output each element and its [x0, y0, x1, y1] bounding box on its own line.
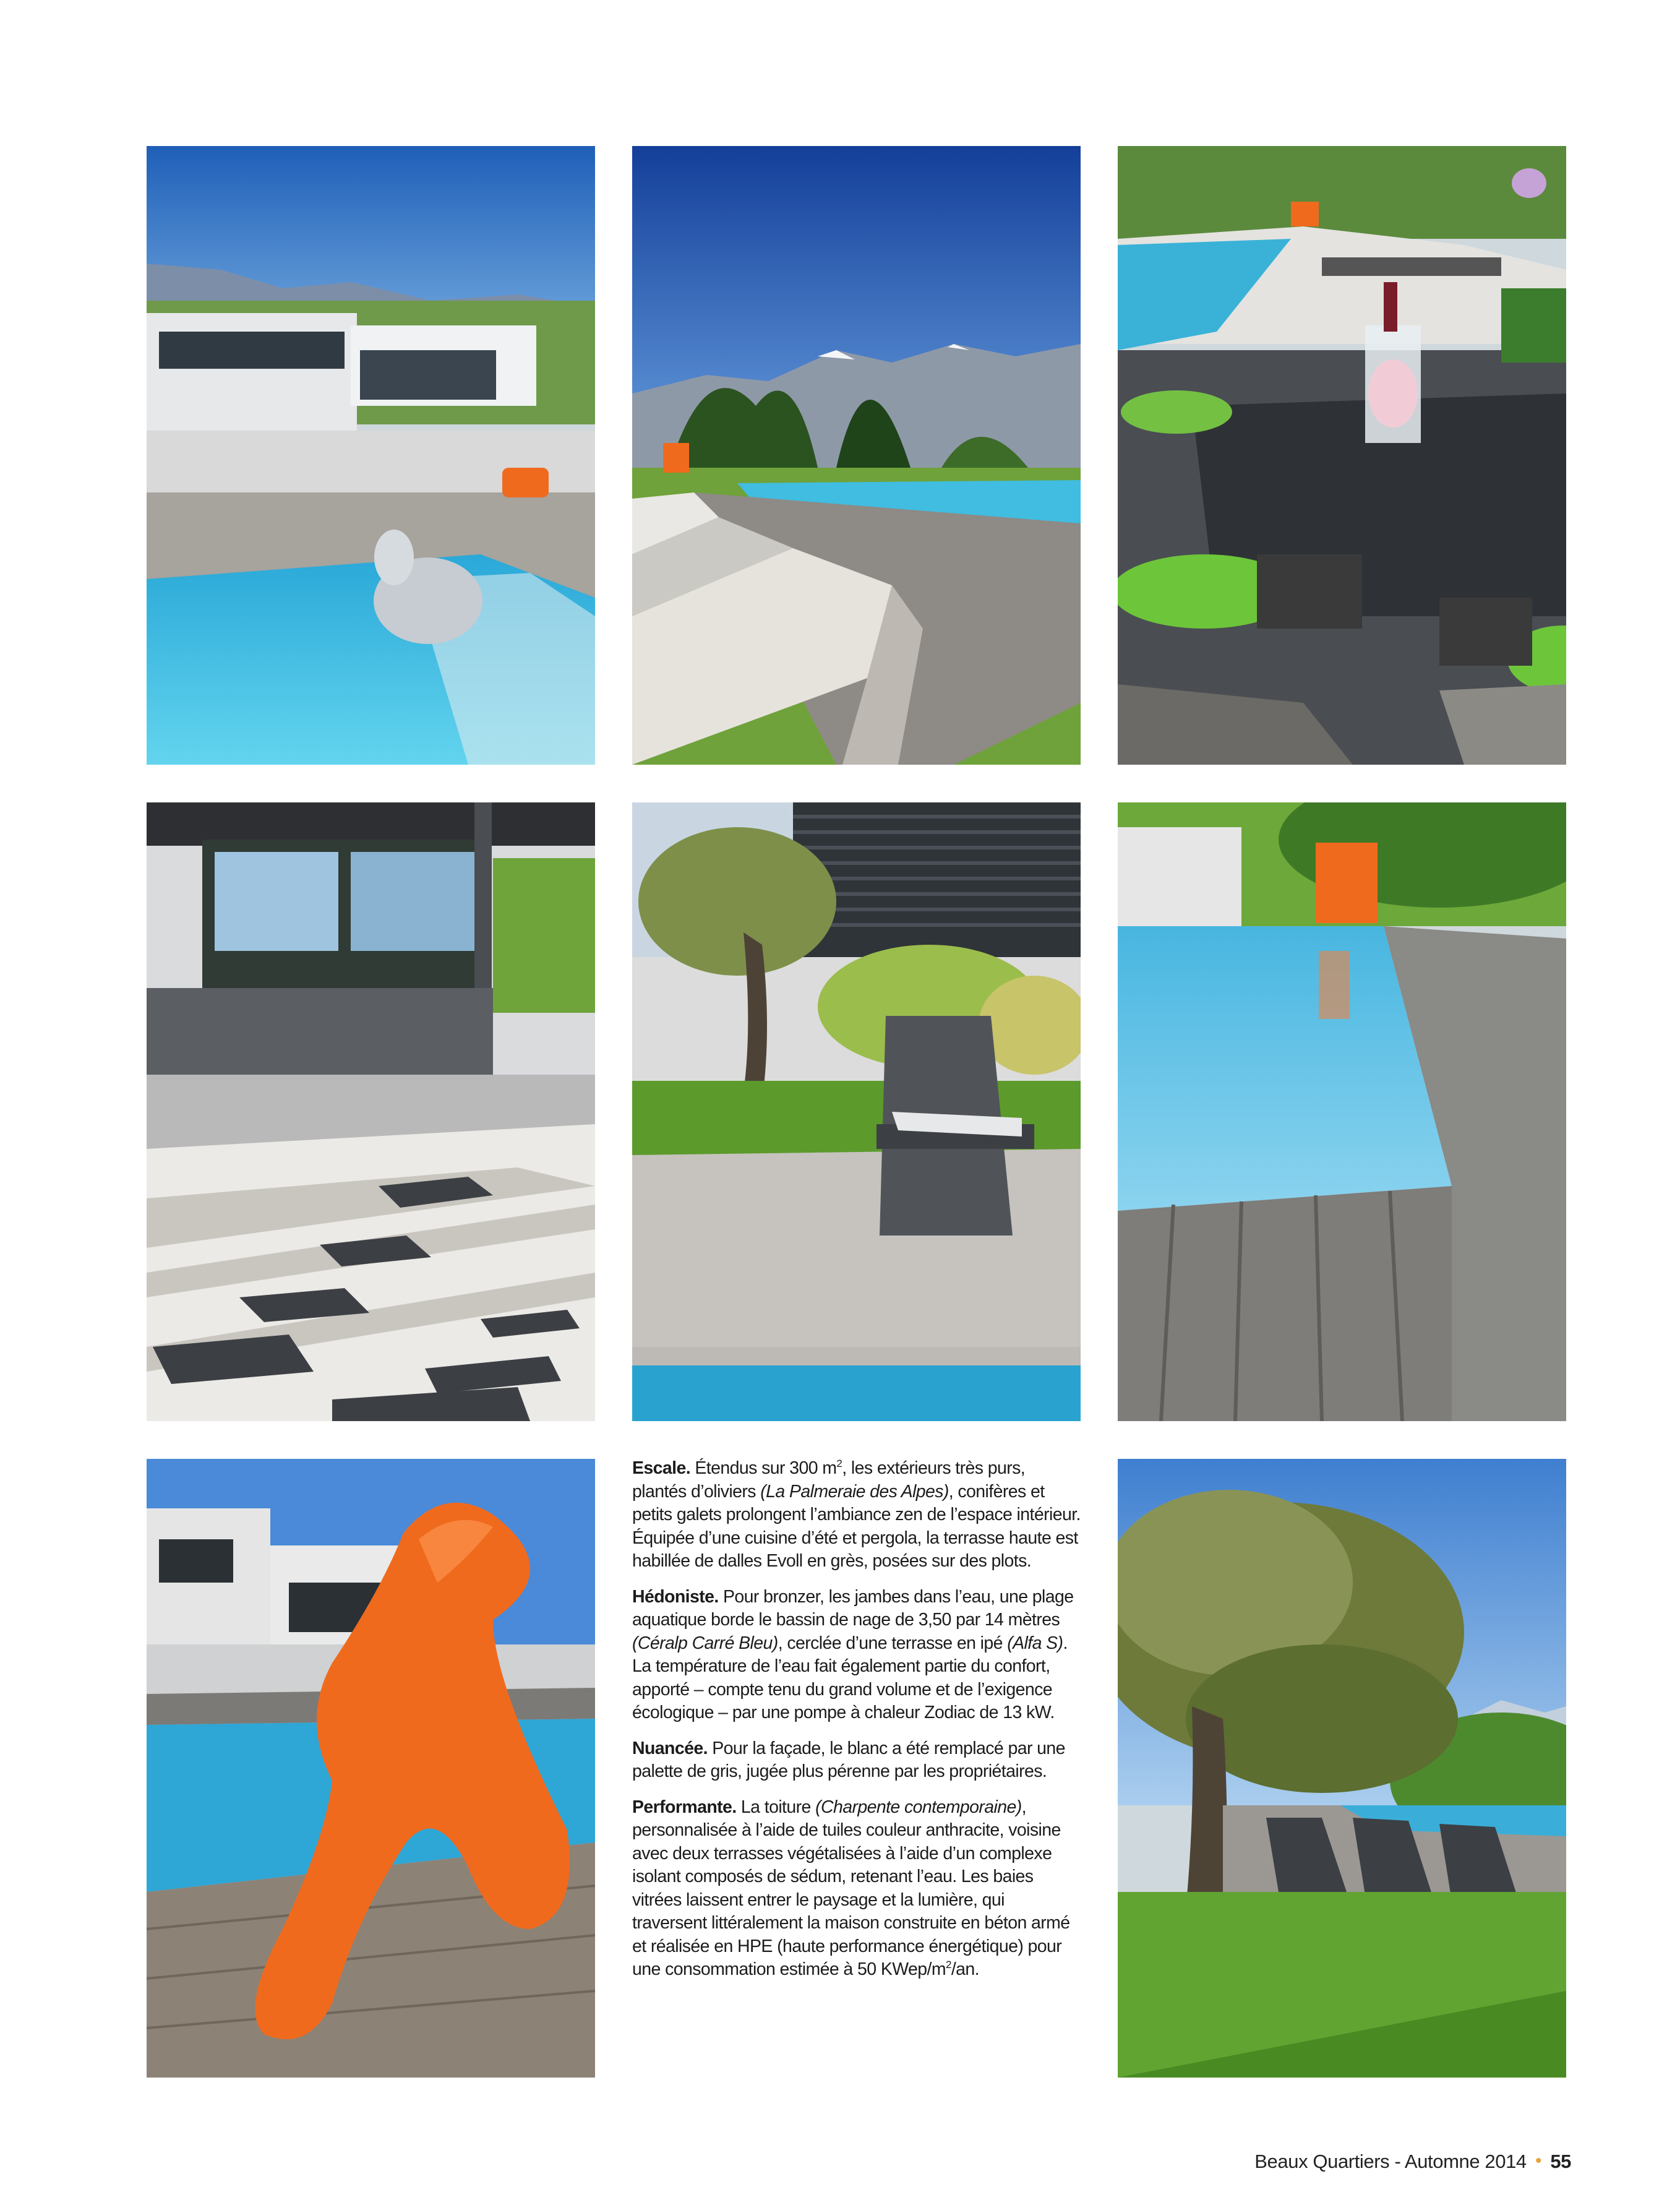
- photo-olive-tree-sunlounger: [632, 802, 1081, 1421]
- text-span: Étendus sur 300 m: [690, 1458, 837, 1478]
- paragraph-performante: [632, 1796, 1081, 1982]
- text-span: Pour bronzer, les jambes dans l’eau, une plage aquatique borde le bassin de nage de 3,50 par 14 mètres: [632, 1586, 1074, 1630]
- text-span: , conifères et petits galets prolongent l’ambiance zen de l’espace intérieur. Équipée d’une cuisine d’été et pergola, la terrasse haute est habillée de dalles Evoll en grès, posées sur des plots.: [632, 1481, 1081, 1571]
- photo-pool-deck-closeup: [1118, 802, 1566, 1421]
- page-number: 55: [1550, 2151, 1571, 2172]
- text-span: /an.: [951, 1959, 979, 1979]
- superscript: 2: [836, 1458, 842, 1469]
- credit-italic: (Céralp Carré Bleu): [632, 1633, 778, 1653]
- credit-italic: (Charpente contemporaine): [815, 1797, 1022, 1817]
- lead-performante: Performante.: [632, 1797, 737, 1817]
- photo-olive-tree-loungers: [1118, 1459, 1566, 2078]
- credit-italic: (Alfa S): [1007, 1633, 1063, 1653]
- text-span: Pour la façade, le blanc a été remplacé par une palette de gris, jugée plus pérenne par les propriétaires.: [632, 1738, 1065, 1781]
- lead-hedoniste: Hédoniste.: [632, 1586, 719, 1607]
- paragraph-escale: [632, 1457, 1081, 1573]
- bullet-separator: •: [1535, 2151, 1542, 2171]
- paragraph-nuancee: [632, 1737, 1081, 1784]
- photo-pool-steps-mountains: [632, 146, 1081, 765]
- text-span: , les extérieurs très purs, plantés d’oliviers: [632, 1458, 1026, 1502]
- magazine-issue: Beaux Quartiers - Automne 2014: [1254, 2151, 1527, 2172]
- article-text: [632, 1457, 1081, 2082]
- page-footer: [1254, 2151, 1571, 2173]
- text-span: , cerclée d’une terrasse en ipé: [778, 1633, 1008, 1653]
- text-span: . La température de l’eau fait également partie du confort, apporté – compte tenu du grand volume et de l’exigence écologique – par une pompe à chaleur Zodiac de 13 kW.: [632, 1633, 1068, 1722]
- text-span: , personnalisée à l’aide de tuiles couleur anthracite, voisine avec deux terrasses végétalisées à l’aide d’un complexe isolant composés de sédum, retenant l’eau. Les baies vitrées laissent entrer le paysage et la lumière, qui traversent littéralement la maison construite en béton armé et réalisée en HPE (haute performance énergétique) pour une consommation estimée à 50 KWep/m: [632, 1797, 1070, 1979]
- photo-table-setting-poolside: [1118, 146, 1566, 765]
- lead-escale: Escale.: [632, 1458, 691, 1478]
- photo-villa-pool-float: [147, 146, 595, 765]
- paragraph-hedoniste: [632, 1586, 1081, 1725]
- photo-orange-sculpture-pool: [147, 1459, 595, 2078]
- photo-terrace-steps-cushions: [147, 802, 595, 1421]
- credit-italic: (La Palmeraie des Alpes): [760, 1481, 949, 1502]
- lead-nuancee: Nuancée.: [632, 1738, 708, 1758]
- text-span: La toiture: [736, 1797, 816, 1817]
- superscript: 2: [945, 1959, 951, 1971]
